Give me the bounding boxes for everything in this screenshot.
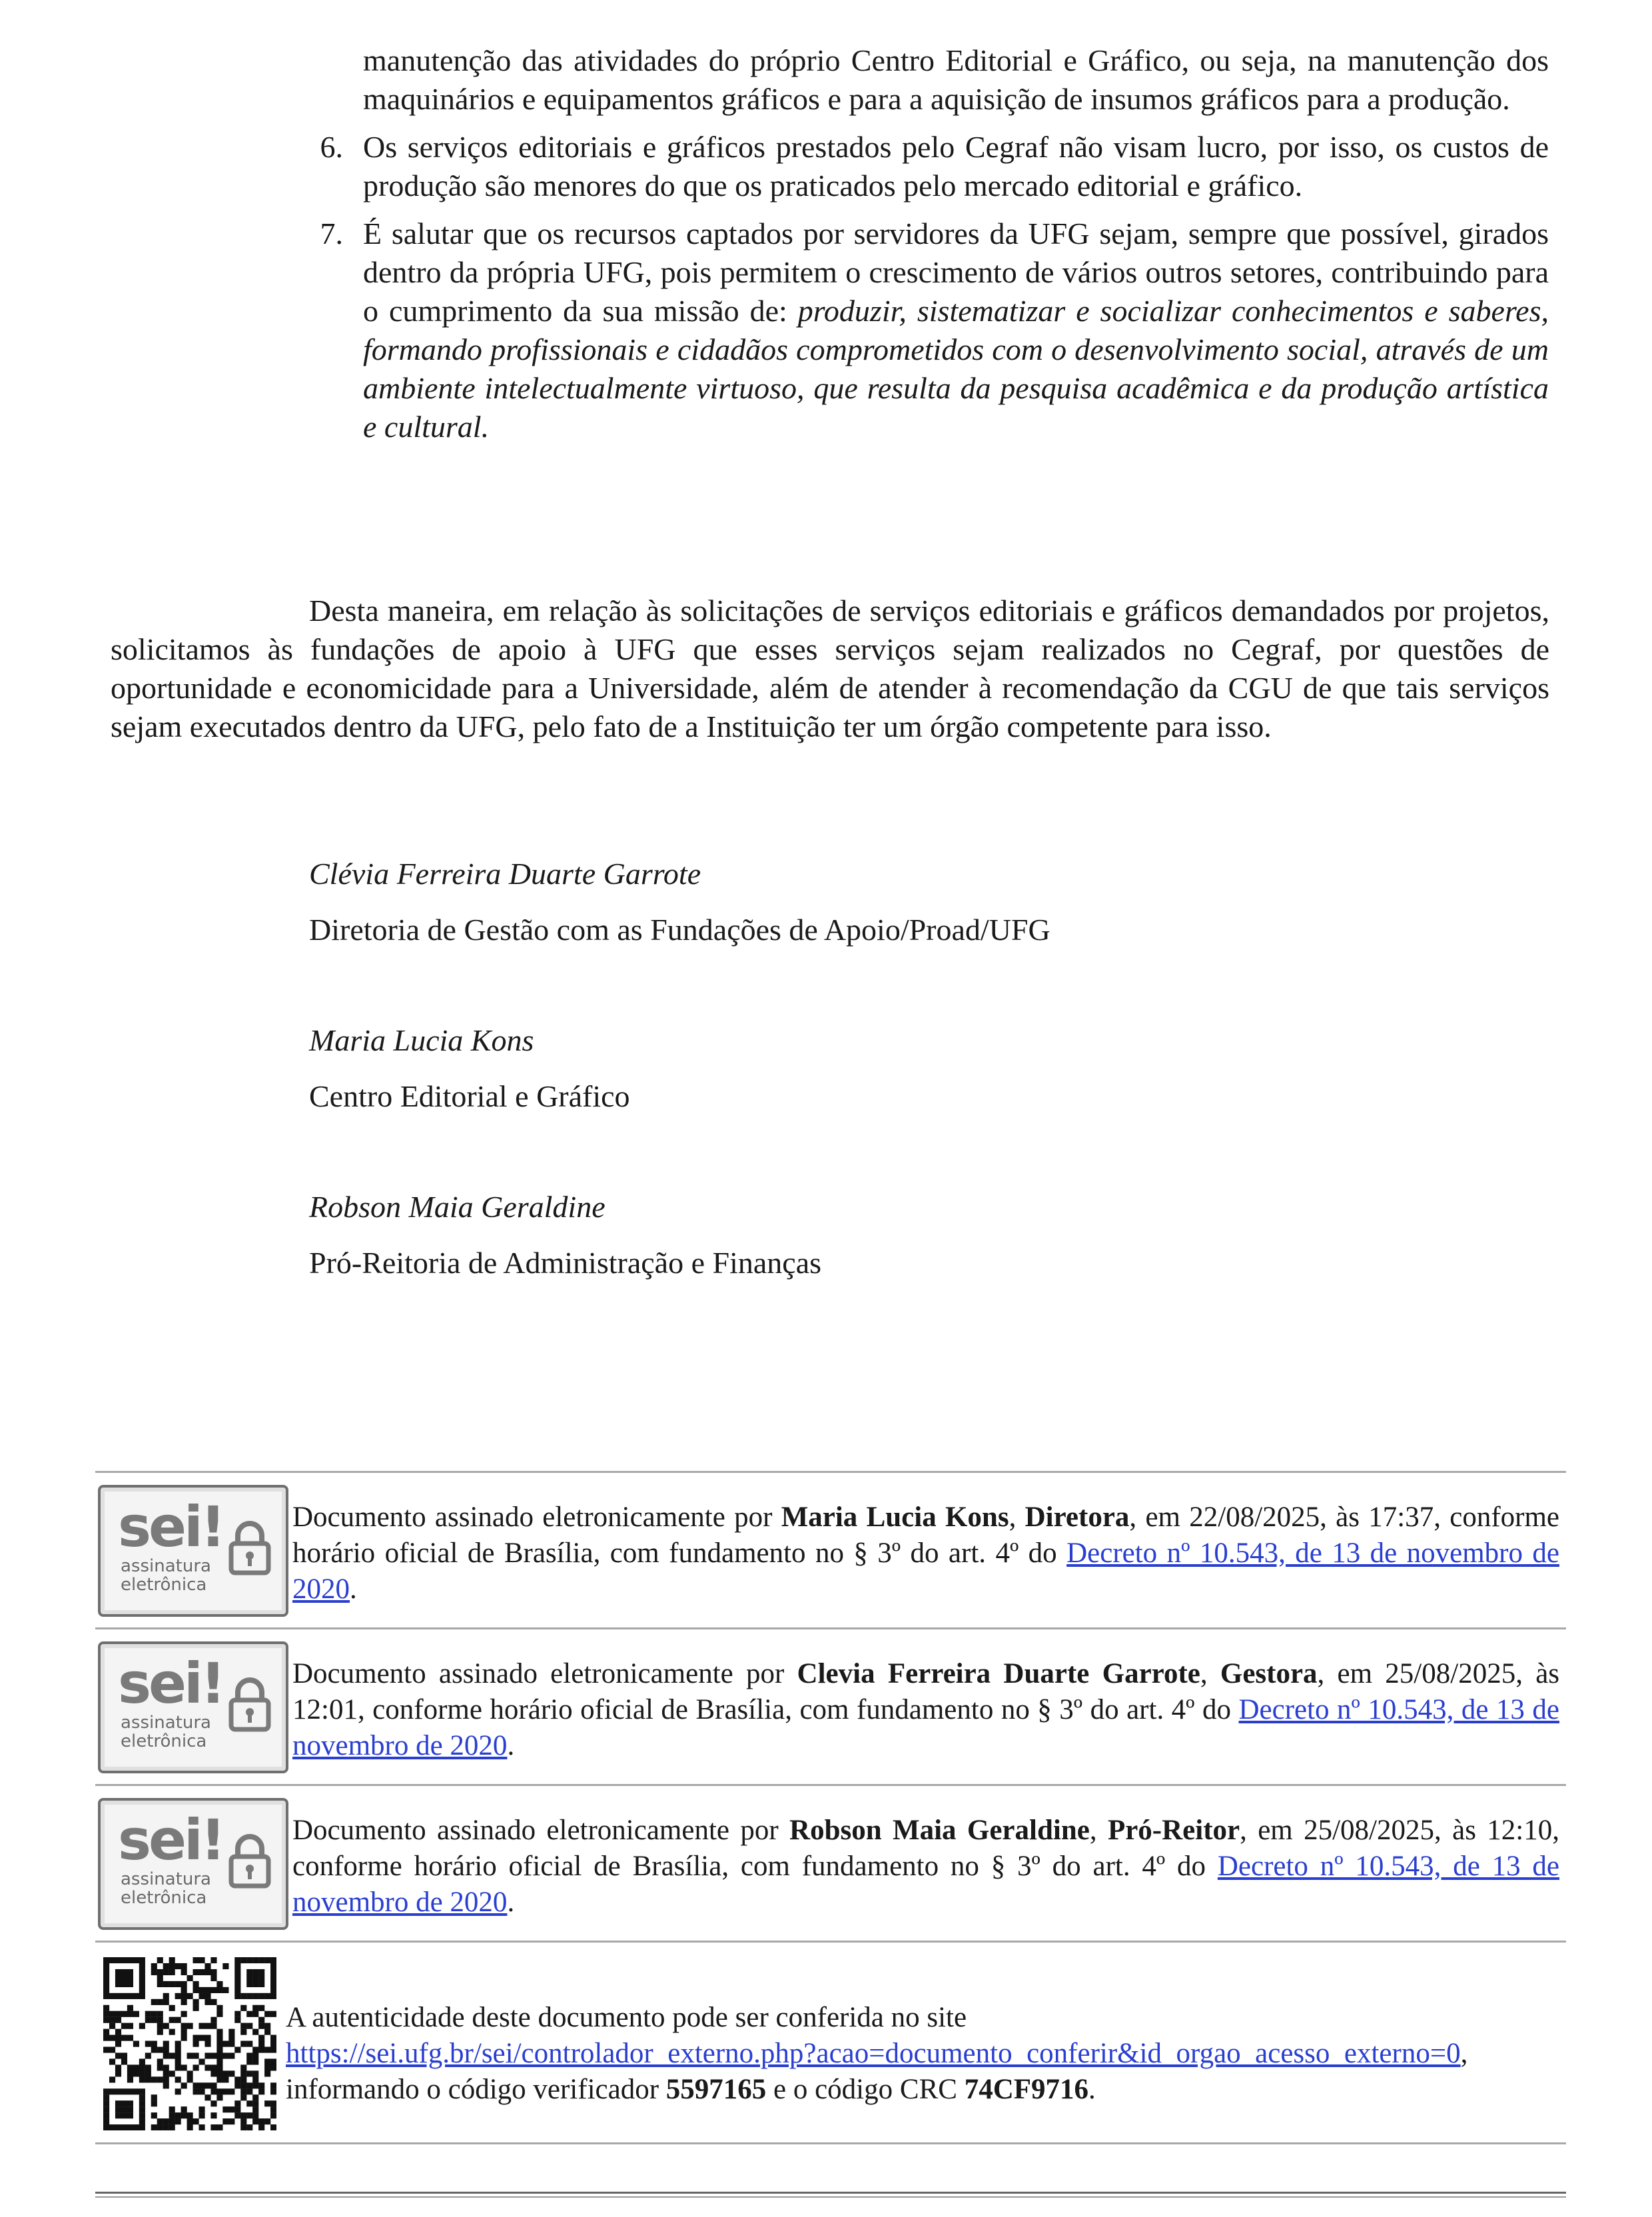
signatory-role: Pró-Reitoria de Administração e Finanças [309,1246,822,1280]
signer-title: Pró-Reitor [1107,1815,1240,1846]
badge-line-1: assinatura [121,1556,211,1576]
line-end: . [1088,2074,1096,2105]
signature-rest: , em 22/08/2025, às 17:37, conforme horário oficial de Brasília, com fundamento no § 3º do art. 4º do [292,1502,1559,1569]
signature-prefix: Documento assinado eletronicamente por [292,1815,790,1846]
mission-statement: produzir, sistematizar e socializar conhecimentos e saberes, formando profissionais e cidadãos comprometidos com o desenvolvimento social, através de um ambiente intelectualmente virtuoso, que resulta da pesquisa acadêmica e da produção artística e cultural. [363,294,1549,444]
footer-divider-secondary [95,2196,1566,2198]
list-item-6 [296,128,1549,205]
badge-line-2: eletrônica [121,1888,207,1908]
signatory-1 [309,855,1050,949]
lock-icon [228,1520,271,1575]
badge-line-2: eletrônica [121,1731,207,1751]
verifier-label: informando o código verificador [286,2074,666,2105]
decree-link[interactable]: Decreto nº 10.543, de 13 de novembro de 2020 [292,1538,1559,1605]
crc-code: 74CF9716 [964,2074,1089,2105]
signature-text [292,1500,1559,1607]
paragraph-text: Desta maneira, em relação às solicitações de serviços editoriais e gráficos demandados por projetos, solicitamos às fundações de apoio à UFG que esses serviços sejam realizados no Cegraf, por questões de oportunidade e economicidade para a Universidade, além de atender à recomendação da CGU de que tais serviços sejam executados dentro da UFG, pelo fato de a Instituição ter um órgão competente para isso. [111,594,1549,743]
signature-stamp-2 [95,1627,1566,1784]
crc-label: e o código CRC [766,2074,965,2105]
authenticity-line-2 [286,2036,1559,2072]
signature-rest: , em 25/08/2025, às 12:01, conforme horário oficial de Brasília, com fundamento no § 3º do art. 4º do [292,1658,1560,1725]
list-item-number: 7. [320,217,343,250]
signer-name: Maria Lucia Kons [781,1502,1009,1533]
badge-line-2: eletrônica [121,1575,207,1595]
sei-logo: sei! [118,1494,224,1559]
signature-stamps [95,1471,1566,2144]
authenticity-row [95,1941,1566,2144]
signatory-name: Robson Maia Geraldine [309,1190,606,1224]
signer-title: Gestora [1220,1658,1318,1689]
authenticity-text [286,2000,1559,2108]
list-item-text: Os serviços editoriais e gráficos prestados pelo Cegraf não visam lucro, por isso, os custos de produção são menores do que os praticados pelo mercado editorial e gráfico. [363,130,1549,203]
signer-title: Diretora [1025,1502,1130,1533]
signature-sep: , [1009,1502,1025,1533]
sei-badge [98,1798,288,1930]
sei-logo: sei! [118,1651,224,1716]
decree-link[interactable]: Decreto nº 10.543, de 13 de novembro de 2020 [292,1851,1559,1918]
authenticity-line-3 [286,2072,1559,2108]
signature-end: . [507,1730,515,1761]
url-trailing-comma: , [1460,2038,1468,2069]
footer-divider [95,2192,1566,2194]
numbered-list [296,41,1549,446]
signature-end: . [507,1887,515,1918]
list-item-number: 6. [320,130,343,164]
signature-prefix: Documento assinado eletronicamente por [292,1658,797,1689]
badge-line-1: assinatura [121,1713,211,1733]
sei-badge [98,1641,288,1773]
signatory-role: Centro Editorial e Gráfico [309,1079,630,1113]
signature-stamp-1 [95,1471,1566,1627]
closing-paragraph [111,592,1549,746]
signer-name: Robson Maia Geraldine [789,1815,1090,1846]
verifier-code: 5597165 [665,2074,767,2105]
signatory-2 [309,1021,630,1116]
signature-sep: , [1089,1815,1108,1846]
signature-rest: , em 25/08/2025, às 12:10, conforme horário oficial de Brasília, com fundamento no § 3º do art. 4º do [292,1815,1559,1882]
list-item-text [363,215,1549,446]
verification-link[interactable]: https://sei.ufg.br/sei/controlador_externo.php?acao=documento_conferir&id_orgao_acesso_externo=0 [286,2038,1461,2069]
lock-icon [228,1676,271,1732]
signature-prefix: Documento assinado eletronicamente por [292,1502,781,1533]
badge-line-1: assinatura [121,1869,211,1889]
decree-link[interactable]: Decreto nº 10.543, de 13 de novembro de 2020 [292,1694,1559,1761]
qr-code-icon [103,1957,276,2130]
list-item-text: manutenção das atividades do próprio Centro Editorial e Gráfico, ou seja, na manutenção dos maquinários e equipamentos gráficos e para a aquisição de insumos gráficos para a produção. [363,43,1549,116]
authenticity-line-1: A autenticidade deste documento pode ser conferida no site [286,2002,967,2033]
signatory-3 [309,1188,821,1282]
lock-icon [228,1833,271,1889]
list-item-5-continuation [296,41,1549,119]
signature-text [292,1656,1559,1764]
signature-end: . [350,1573,357,1605]
list-item-7 [296,215,1549,446]
signature-sep: , [1200,1658,1220,1689]
sei-badge [98,1485,288,1617]
signature-text [292,1813,1559,1921]
signatory-name: Clévia Ferreira Duarte Garrote [309,857,701,891]
signature-stamp-3 [95,1784,1566,1941]
list-item-text-regular: É salutar que os recursos captados por servidores da UFG sejam, sempre que possível, girados dentro da própria UFG, pois permitem o crescimento de vários outros setores, contribuindo para o cumprimento da sua missão de: [363,217,1549,328]
sei-logo: sei! [118,1807,224,1873]
signatory-role: Diretoria de Gestão com as Fundações de Apoio/Proad/UFG [309,913,1050,947]
signatory-name: Maria Lucia Kons [309,1023,534,1057]
signer-name: Clevia Ferreira Duarte Garrote [797,1658,1200,1689]
